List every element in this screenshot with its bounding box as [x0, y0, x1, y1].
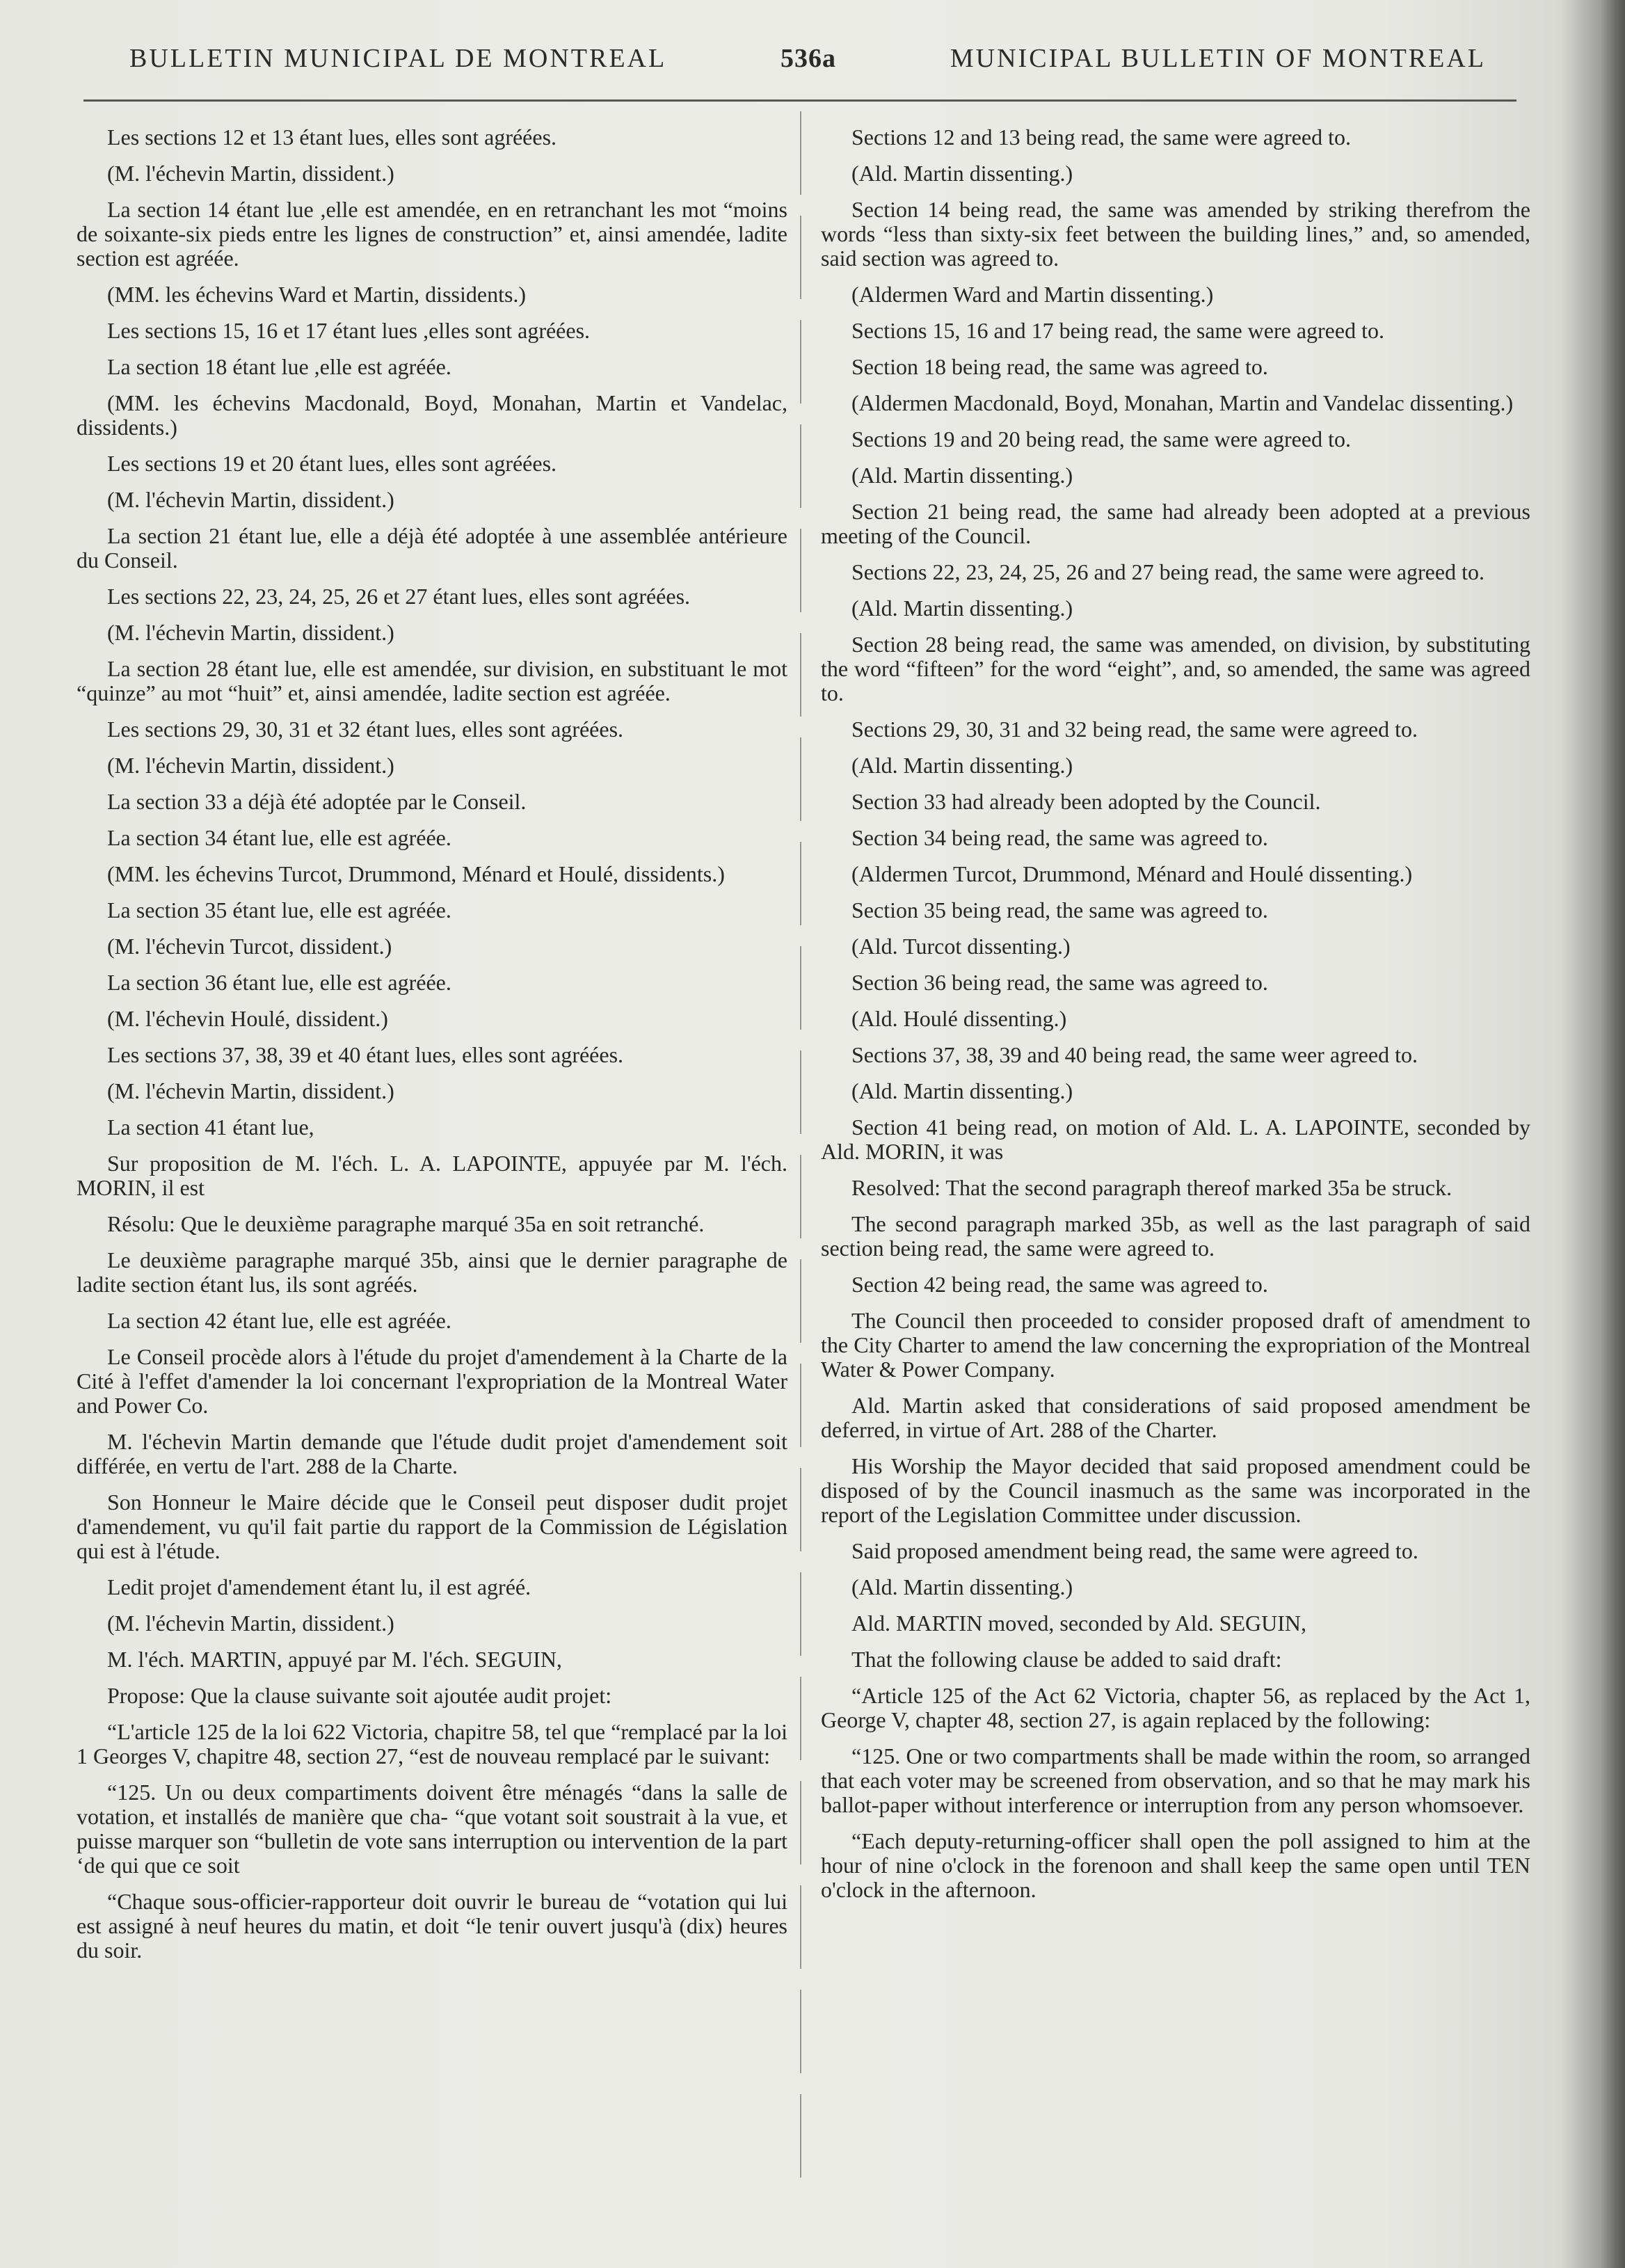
french-column: [77, 125, 787, 1974]
english-paragraph: Sections 37, 38, 39 and 40 being read, the same weer agreed to.: [851, 1042, 1418, 1067]
french-paragraph: “L'article 125 de la loi 622 Victoria, chapitre 58, tel que “remplacé par la loi 1 Georges V, chapitre 48, section 27, “est de nouveau remplacé par le suivant:: [77, 1719, 787, 1768]
english-paragraph: Section 21 being read, the same had already been adopted at a previous meeting of the Council.: [821, 499, 1530, 548]
english-paragraph: Said proposed amendment being read, the same were agreed to.: [851, 1538, 1418, 1563]
french-paragraph: Les sections 19 et 20 étant lues, elles sont agréées.: [107, 451, 557, 476]
english-paragraph: “125. One or two compartments shall be made within the room, so arranged that each voter may be screened from observation, and so that he may mark his ballot-paper without interference or interruption from any person whomsoever.: [821, 1743, 1530, 1817]
english-paragraph: (Ald. Martin dissenting.): [851, 753, 1073, 778]
english-paragraph: (Ald. Martin dissenting.): [851, 1078, 1073, 1103]
french-paragraph: La section 36 étant lue, elle est agréée.: [107, 970, 451, 995]
english-paragraph: Sections 22, 23, 24, 25, 26 and 27 being read, the same were agreed to.: [851, 559, 1484, 584]
french-paragraph: (MM. les échevins Macdonald, Boyd, Monahan, Martin et Vandelac, dissidents.): [77, 390, 787, 440]
french-paragraph: La section 18 étant lue ,elle est agréée.: [107, 354, 451, 379]
french-paragraph: Les sections 37, 38, 39 et 40 étant lues, elles sont agréées.: [107, 1042, 624, 1067]
english-paragraph: Section 33 had already been adopted by the Council.: [851, 789, 1321, 814]
english-paragraph: Ald. Martin asked that considerations of said proposed amendment be deferred, in virtue of Art. 288 of the Charter.: [821, 1393, 1530, 1442]
english-paragraph: Section 35 being read, the same was agreed to.: [851, 897, 1268, 923]
english-paragraph: Sections 12 and 13 being read, the same were agreed to.: [851, 125, 1351, 150]
french-paragraph: (MM. les échevins Ward et Martin, dissidents.): [107, 282, 527, 307]
french-paragraph: La section 21 étant lue, elle a déjà été adoptée à une assemblée antérieure du Conseil.: [77, 523, 787, 573]
english-paragraph: Section 36 being read, the same was agreed to.: [851, 970, 1268, 995]
french-paragraph: La section 14 étant lue ,elle est amendée, en en retranchant les mot “moins de soixante-six pieds entre les lignes de construction” et, ainsi amendée, ladite section est agréée.: [77, 197, 787, 271]
english-paragraph: (Ald. Houlé dissenting.): [851, 1006, 1067, 1031]
english-paragraph: Sections 15, 16 and 17 being read, the same were agreed to.: [851, 318, 1384, 343]
french-paragraph: (M. l'échevin Martin, dissident.): [107, 487, 394, 512]
french-paragraph: Résolu: Que le deuxième paragraphe marqué 35a en soit retranché.: [107, 1211, 705, 1236]
english-paragraph: (Aldermen Ward and Martin dissenting.): [851, 282, 1214, 307]
french-paragraph: (M. l'échevin Martin, dissident.): [107, 1078, 394, 1103]
french-paragraph: Les sections 29, 30, 31 et 32 étant lues, elles sont agréées.: [107, 717, 624, 742]
english-paragraph: (Aldermen Turcot, Drummond, Ménard and Houlé dissenting.): [851, 861, 1413, 886]
french-paragraph: Propose: Que la clause suivante soit ajoutée audit projet:: [107, 1683, 612, 1708]
french-paragraph: (MM. les échevins Turcot, Drummond, Ménard et Houlé, dissidents.): [107, 861, 725, 886]
english-paragraph: “Article 125 of the Act 62 Victoria, chapter 56, as replaced by the Act 1, George V, chapter 48, section 27, is again replaced by the following:: [821, 1683, 1530, 1732]
page-number: 536a: [781, 44, 836, 73]
english-paragraph: Ald. MARTIN moved, seconded by Ald. SEGUIN,: [851, 1611, 1307, 1636]
french-paragraph: “Chaque sous-officier-rapporteur doit ouvrir le bureau de “votation qui lui est assigné à neuf heures du matin, et doit “le tenir ouvert jusqu'à (dix) heures du soir.: [77, 1889, 787, 1963]
header-french-title: BULLETIN MUNICIPAL DE MONTREAL: [129, 44, 667, 73]
english-paragraph: Section 41 being read, on motion of Ald. L. A. LAPOINTE, seconded by Ald. MORIN, it was: [821, 1115, 1530, 1164]
french-paragraph: La section 42 étant lue, elle est agréée.: [107, 1308, 451, 1333]
header-english-title: MUNICIPAL BULLETIN OF MONTREAL: [950, 44, 1486, 73]
french-paragraph: (M. l'échevin Houlé, dissident.): [107, 1006, 388, 1031]
english-column: [821, 125, 1530, 1914]
column-divider: [800, 111, 801, 2198]
french-paragraph: (M. l'échevin Turcot, dissident.): [107, 934, 392, 959]
english-paragraph: That the following clause be added to said draft:: [851, 1647, 1282, 1672]
english-paragraph: His Worship the Mayor decided that said proposed amendment could be disposed of by the Council inasmuch as the same was incorporated in the report of the Legislation Committee under discussion.: [821, 1453, 1530, 1527]
english-paragraph: Resolved: That the second paragraph thereof marked 35a be struck.: [851, 1175, 1452, 1200]
french-paragraph: “125. Un ou deux compartiments doivent être ménagés “dans la salle de votation, et installés de manière que cha- “que votant soit soustrait à la vue, et puisse marquer son “bulletin de vote sans interruption ou intervention de la part ‘de qui que ce soit: [77, 1780, 787, 1878]
french-paragraph: M. l'éch. MARTIN, appuyé par M. l'éch. SEGUIN,: [107, 1647, 562, 1672]
french-paragraph: La section 33 a déjà été adoptée par le Conseil.: [107, 789, 527, 814]
english-paragraph: Section 34 being read, the same was agreed to.: [851, 825, 1268, 850]
french-paragraph: Les sections 22, 23, 24, 25, 26 et 27 étant lues, elles sont agréées.: [107, 584, 691, 609]
english-paragraph: The second paragraph marked 35b, as well as the last paragraph of said section being read, the same were agreed to.: [821, 1211, 1530, 1261]
french-paragraph: M. l'échevin Martin demande que l'étude dudit projet d'amendement soit différée, en vertu de l'art. 288 de la Charte.: [77, 1429, 787, 1478]
page-edge-shadow: [1601, 0, 1625, 2268]
french-paragraph: Son Honneur le Maire décide que le Conseil peut disposer dudit projet d'amendement, vu qu'il fait partie du rapport de la Commission de Législation qui est à l'étude.: [77, 1490, 787, 1563]
english-paragraph: (Ald. Martin dissenting.): [851, 463, 1073, 488]
english-paragraph: Section 14 being read, the same was amended by striking therefrom the words “less than sixty-six feet between the building lines,” and, so amended, said section was agreed to.: [821, 197, 1530, 271]
french-paragraph: La section 28 étant lue, elle est amendée, sur division, en substituant le mot “quinze” au mot “huit” et, ainsi amendée, ladite section est agréée.: [77, 656, 787, 705]
french-paragraph: Le Conseil procède alors à l'étude du projet d'amendement à la Charte de la Cité à l'effet d'amender la loi concernant l'expropriation de la Montreal Water and Power Co.: [77, 1344, 787, 1418]
french-paragraph: Ledit projet d'amendement étant lu, il est agréé.: [107, 1574, 531, 1599]
english-paragraph: Sections 29, 30, 31 and 32 being read, the same were agreed to.: [851, 717, 1418, 742]
french-paragraph: La section 34 étant lue, elle est agréée.: [107, 825, 451, 850]
english-paragraph: Section 28 being read, the same was amended, on division, by substituting the word “fifteen” for the word “eight”, and, so amended, the same was agreed to.: [821, 632, 1530, 705]
page-header: [129, 43, 1486, 85]
french-paragraph: Les sections 15, 16 et 17 étant lues ,elles sont agréées.: [107, 318, 591, 343]
english-paragraph: Sections 19 and 20 being read, the same were agreed to.: [851, 426, 1351, 452]
french-paragraph: Les sections 12 et 13 étant lues, elles sont agréées.: [107, 125, 557, 150]
french-paragraph: (M. l'échevin Martin, dissident.): [107, 753, 394, 778]
french-paragraph: Le deuxième paragraphe marqué 35b, ainsi que le dernier paragraphe de ladite section étant lus, ils sont agréés.: [77, 1247, 787, 1297]
english-paragraph: (Ald. Martin dissenting.): [851, 596, 1073, 621]
french-paragraph: La section 35 étant lue, elle est agréée.: [107, 897, 451, 923]
english-paragraph: “Each deputy-returning-officer shall open the poll assigned to him at the hour of nine o'clock in the forenoon and shall keep the same open until TEN o'clock in the afternoon.: [821, 1828, 1530, 1902]
french-paragraph: (M. l'échevin Martin, dissident.): [107, 161, 394, 186]
english-paragraph: (Aldermen Macdonald, Boyd, Monahan, Martin and Vandelac dissenting.): [851, 390, 1514, 415]
english-paragraph: (Ald. Martin dissenting.): [851, 161, 1073, 186]
english-paragraph: Section 42 being read, the same was agreed to.: [851, 1272, 1268, 1297]
english-paragraph: The Council then proceeded to consider proposed draft of amendment to the City Charter to amend the law concerning the expropriation of the Montreal Water & Power Company.: [821, 1308, 1530, 1382]
french-paragraph: (M. l'échevin Martin, dissident.): [107, 620, 394, 645]
english-paragraph: (Ald. Turcot dissenting.): [851, 934, 1071, 959]
header-rule: [83, 99, 1516, 102]
english-paragraph: Section 18 being read, the same was agreed to.: [851, 354, 1268, 379]
french-paragraph: La section 41 étant lue,: [107, 1115, 314, 1140]
french-paragraph: (M. l'échevin Martin, dissident.): [107, 1611, 394, 1636]
english-paragraph: (Ald. Martin dissenting.): [851, 1574, 1073, 1599]
french-paragraph: Sur proposition de M. l'éch. L. A. LAPOINTE, appuyée par M. l'éch. MORIN, il est: [77, 1151, 787, 1200]
